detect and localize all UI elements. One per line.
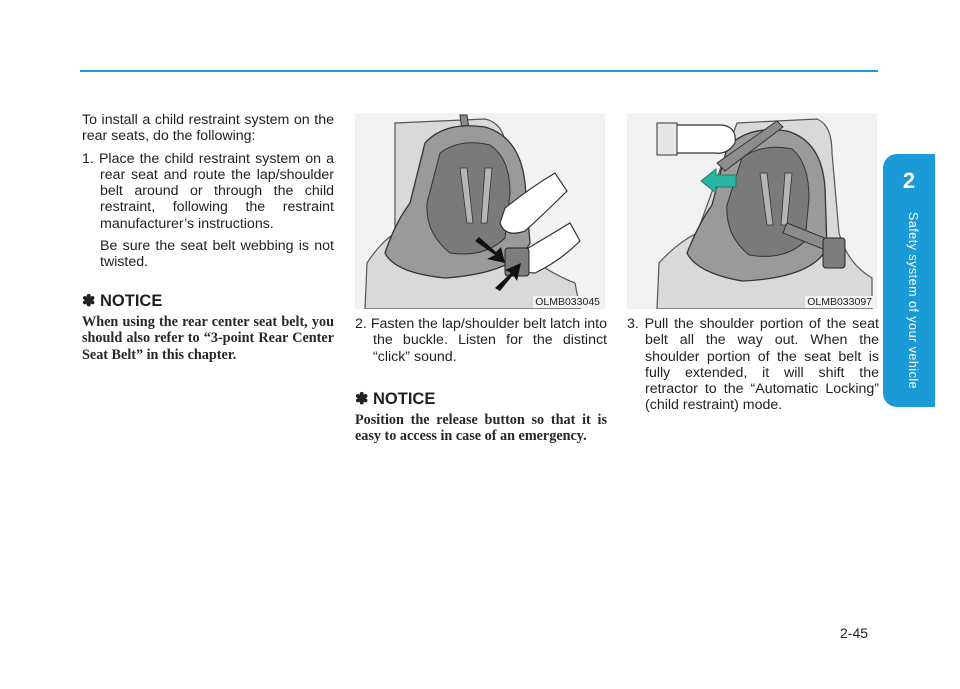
notice-heading (355, 391, 607, 408)
page-number: 2-45 (840, 625, 869, 641)
chapter-number: 2 (902, 168, 916, 193)
column-3 (627, 316, 879, 414)
intro-paragraph: To install a child restraint system on the rear seats, do the following: (82, 112, 334, 145)
notice-star-icon: ✽ (355, 390, 369, 408)
figure-code: OLMB033045 (535, 296, 600, 308)
column-1 (82, 112, 334, 363)
child-seat-pull-belt-illustration (627, 113, 877, 309)
figure-fasten-buckle (355, 113, 605, 309)
notice-title: NOTICE (100, 291, 163, 310)
chapter-side-tab (883, 154, 935, 407)
header-rule (80, 70, 878, 72)
figure-pull-shoulder-belt (627, 113, 877, 309)
notice-heading (82, 293, 334, 310)
child-seat-buckle-illustration (355, 113, 605, 309)
step-1: 1. Place the child restraint system on a rear seat and route the lap/shoulder belt around or through the child restraint, following the restraint manufacturer’s instructions. (82, 150, 334, 232)
notice-body: Position the release button so that it is easy to access in case of an emergency. (355, 412, 607, 445)
step-2: 2. Fasten the lap/shoulder belt latch into the buckle. Listen for the distinct “click” sound. (355, 316, 607, 365)
notice-title: NOTICE (373, 389, 436, 408)
step-3: 3. Pull the shoulder portion of the seat belt all the way out. When the shoulder portion of the seat belt is fully extended, it will shift the retractor to the “Automatic Locking” (child restraint) mode. (627, 316, 879, 414)
notice-star-icon: ✽ (82, 292, 96, 310)
chapter-title: Safety system of your vehicle (906, 212, 920, 390)
step-1-note: Be sure the seat belt webbing is not twisted. (100, 238, 334, 271)
figure-code: OLMB033097 (807, 296, 872, 308)
notice-body: When using the rear center seat belt, you should also refer to “3-point Rear Center Seat Belt” in this chapter. (82, 313, 334, 363)
column-2 (355, 316, 607, 445)
